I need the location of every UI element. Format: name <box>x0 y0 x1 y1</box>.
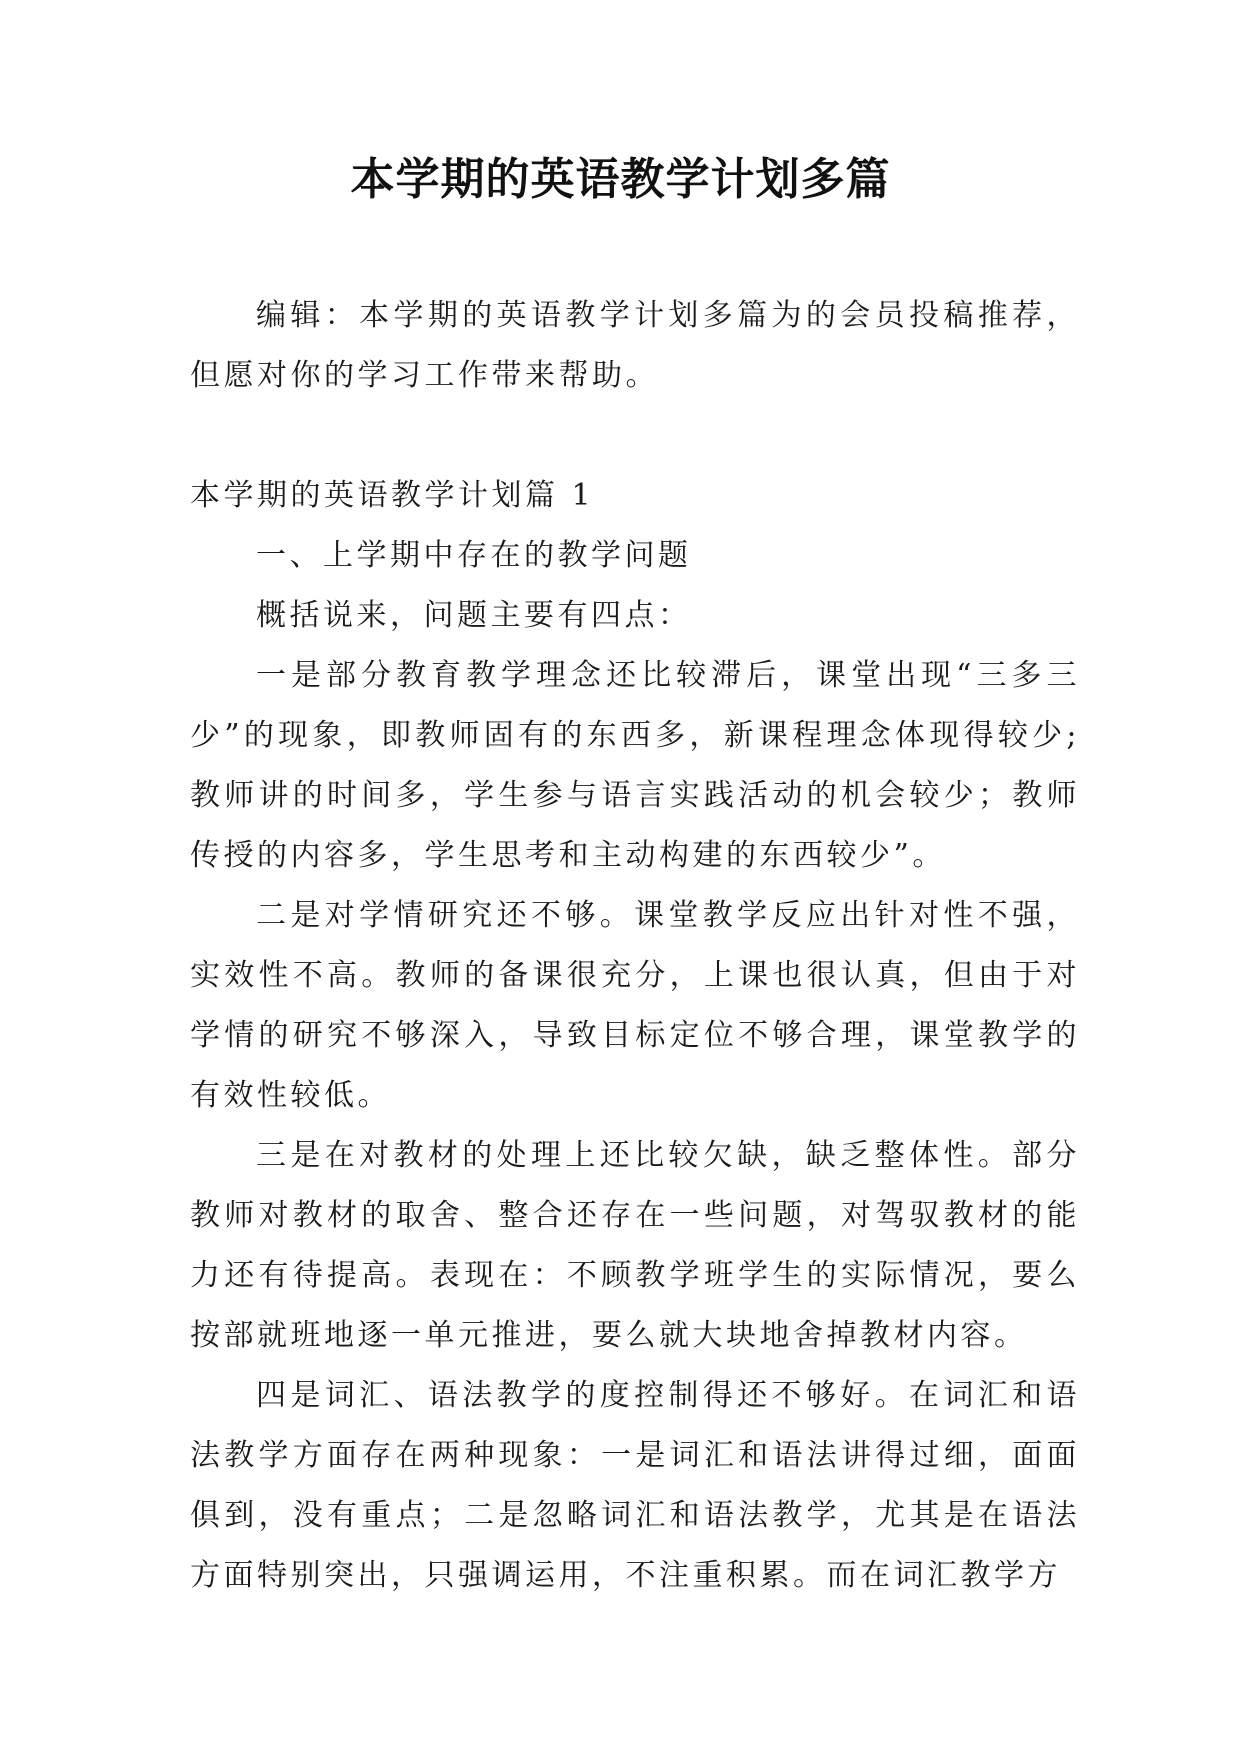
paragraph: 三是在对教材的处理上还比较欠缺，缺乏整体性。部分教师对教材的取舍、整合还存在一些问题，对驾驭教材的能力还有待提高。表现在：不顾教学班学生的实际情况，要么按部就班地逐一单元推进，要么就大块地舍掉教材内容。 <box>190 1138 1080 1353</box>
main-content <box>190 466 1080 1606</box>
intro-block <box>190 286 1080 406</box>
intro-paragraph: 编辑：本学期的英语教学计划多篇为的会员投稿推荐，但愿对你的学习工作带来帮助。 <box>190 298 1080 393</box>
document-title: 本学期的英语教学计划多篇 <box>350 154 891 205</box>
section-title: 本学期的英语教学计划篇 1 <box>190 478 595 513</box>
section-subheading: 一、上学期中存在的教学问题 <box>256 538 692 573</box>
paragraph: 概括说来，问题主要有四点： <box>256 598 692 633</box>
paragraph: 一是部分教育教学理念还比较滞后，课堂出现“三多三少”的现象，即教师固有的东西多，新课程理念体现得较少;教师讲的时间多，学生参与语言实践活动的机会较少；教师传授的内容多，学生思考和主动构建的东西较少”。 <box>190 658 1080 873</box>
paragraph: 二是对学情研究还不够。课堂教学反应出针对性不强，实效性不高。教师的备课很充分，上课也很认真，但由于对学情的研究不够深入，导致目标定位不够合理，课堂教学的有效性较低。 <box>190 898 1080 1113</box>
paragraph: 四是词汇、语法教学的度控制得还不够好。在词汇和语法教学方面存在两种现象：一是词汇和语法讲得过细，面面俱到，没有重点；二是忽略词汇和语法教学，尤其是在语法方面特别突出，只强调运用，不注重积累。而在词汇教学方 <box>190 1378 1080 1593</box>
